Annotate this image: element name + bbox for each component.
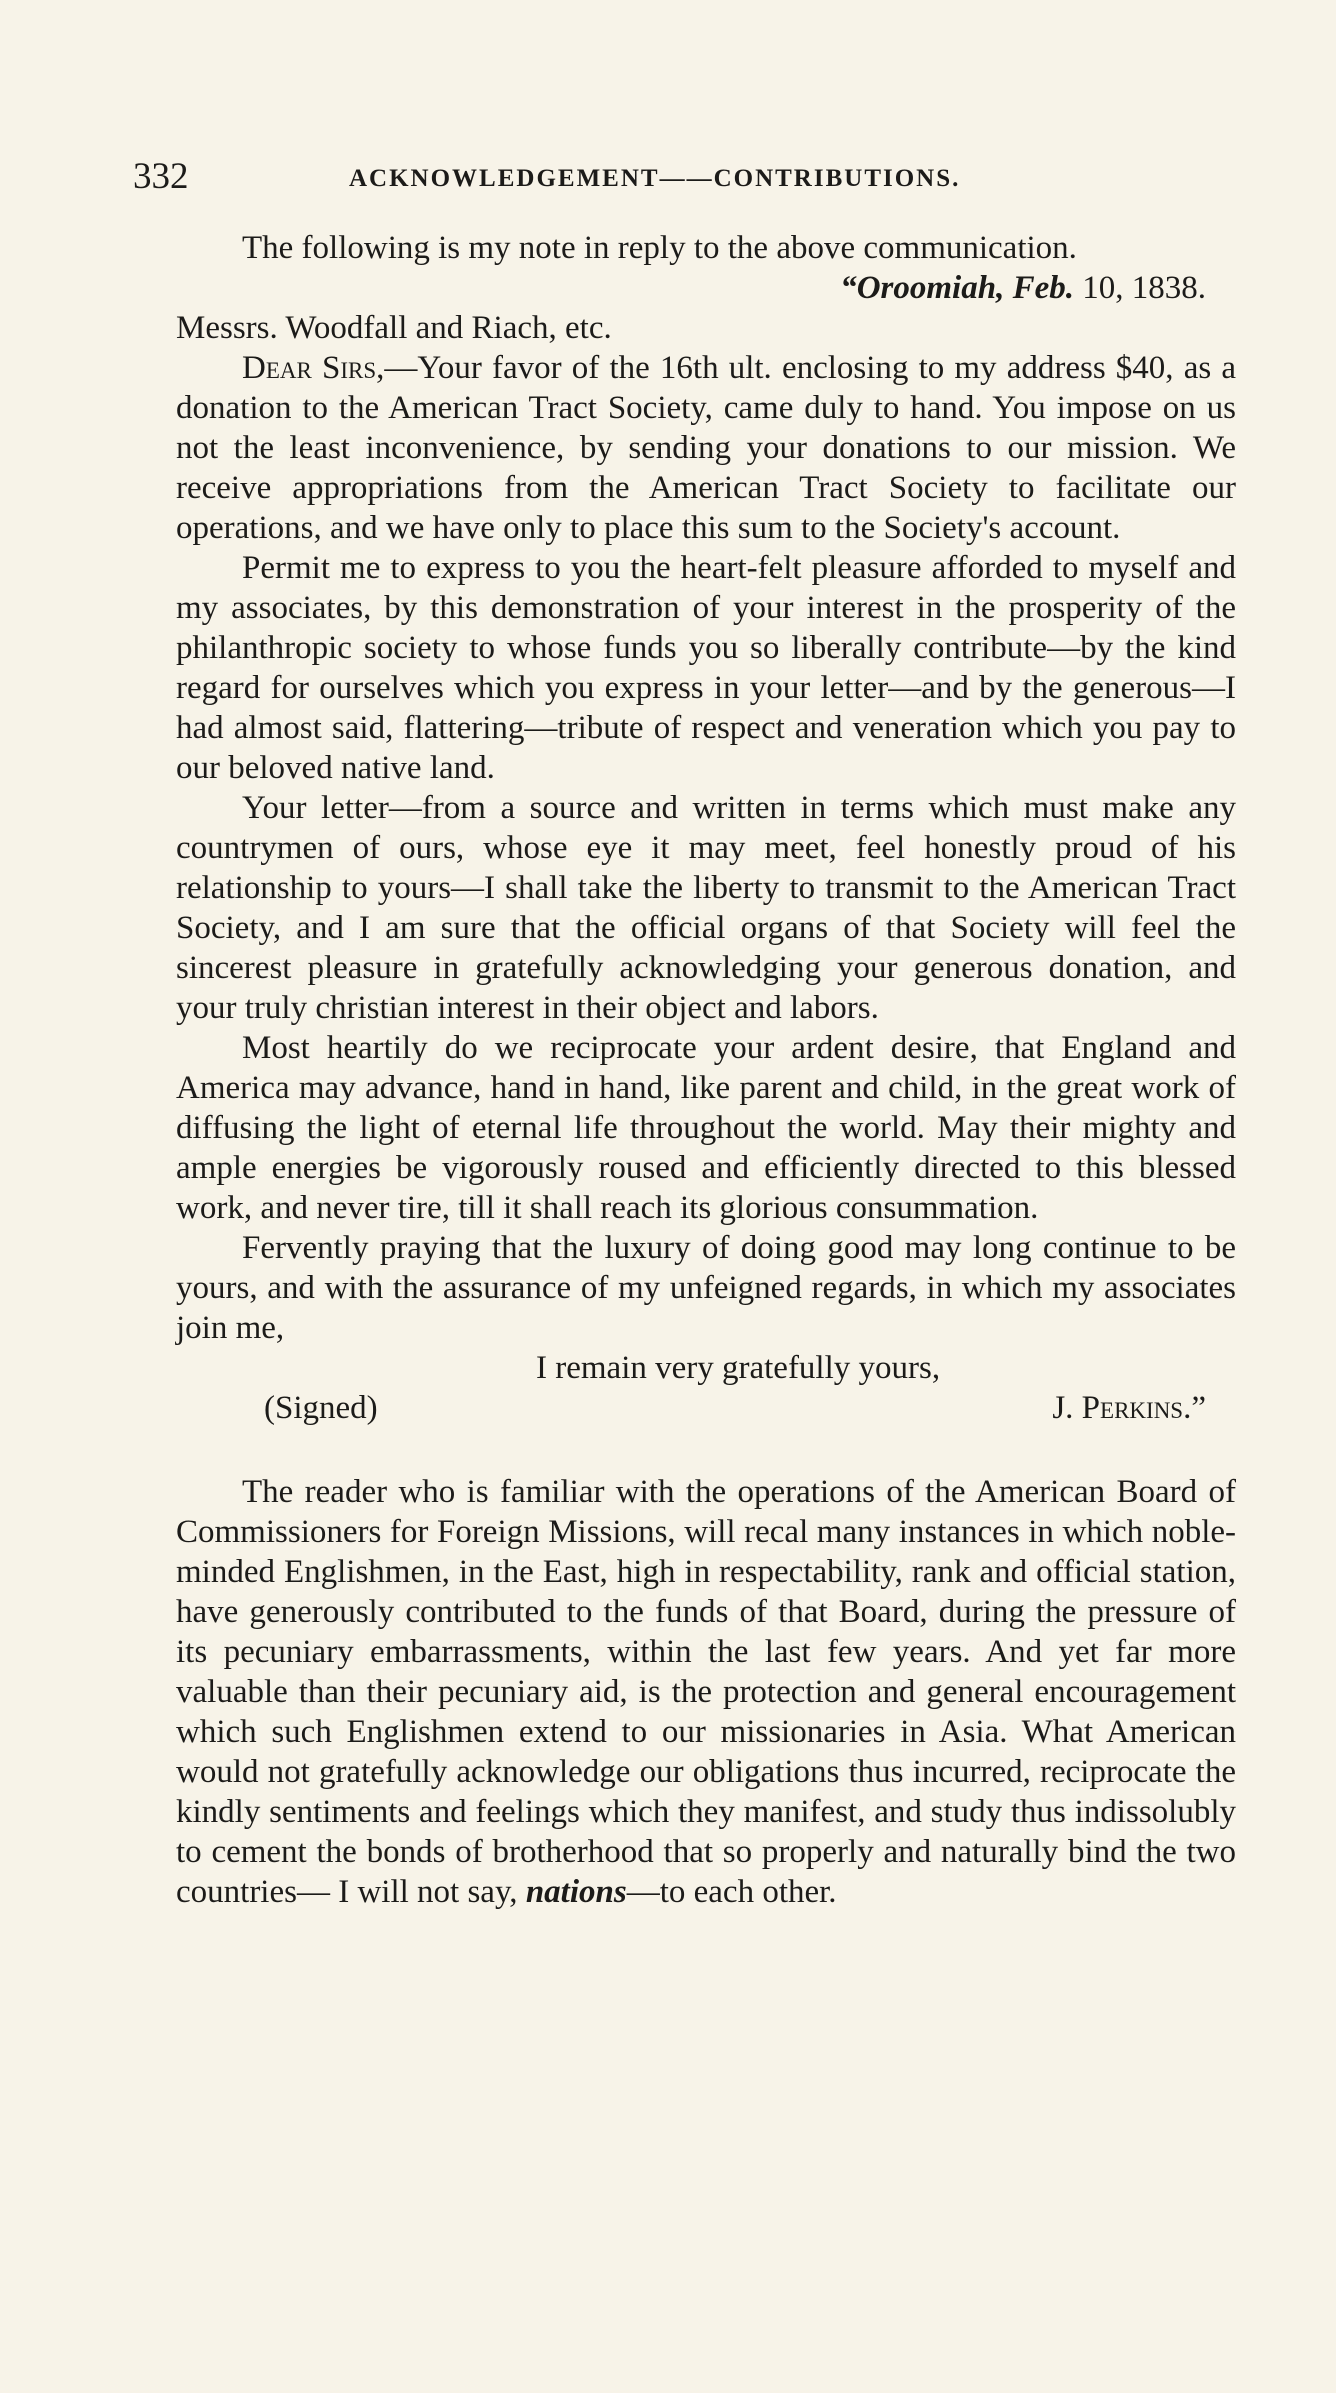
letter-paragraph-2: Permit me to express to you the heart-felt pleasure afforded to myself and my associates, by this demonstration of your interest in the prosperity of the philanthropic society to whose funds you so liberally contribute—by the kind regard for ourselves which you express in your letter—and by the generous—I had almost said, flattering—tribute of respect and veneration which you pay to our beloved native land. (176, 550, 1236, 786)
commentary-paragraph (176, 1472, 1236, 1912)
commentary-emphasis: nations (525, 1874, 627, 1910)
letter-paragraph-5: Fervently praying that the luxury of doing good may long continue to be yours, and with the assurance of my unfeigned regards, in which my associates join me, (176, 1230, 1236, 1346)
commentary-text-end: —to each other. (626, 1874, 837, 1910)
letter-paragraph-3: Your letter—from a source and written in terms which must make any countrymen of ours, whose eye it may meet, feel honestly proud of his relationship to yours—I shall take the liberty to transmit to the American Tract Society, and I am sure that the official organs of that Society will feel the sincerest pleasure in gratefully acknowledging your generous donation, and your truly christian interest in their object and labors. (176, 790, 1236, 1026)
letter-paragraph-1 (176, 348, 1236, 548)
letter-place: “Oroomiah, Feb. (840, 270, 1074, 306)
signed-label: (Signed) (264, 1390, 378, 1426)
page-body (176, 228, 1236, 1912)
intro-line: The following is my note in reply to the above communication. (242, 230, 1077, 266)
commentary-text: The reader who is familiar with the operations of the American Board of Commissioners for Foreign Missions, will recal many instances in which noble-minded Englishmen, in the East, high in respectability, rank and official station, have generously contributed to the funds of that Board, during the pressure of its pecuniary embarrassments, within the last few years. And yet far more valuable than their pecuniary aid, is the protection and general encouragement which such Englishmen extend to our missionaries in Asia. What American would not gratefully acknowledge our obligations thus incurred, reciprocate the kindly sentiments and feelings which they manifest, and study thus indissolubly to cement the bonds of brotherhood that so properly and naturally bind the two countries— I will not say, (176, 1474, 1236, 1910)
letter-paragraph-1-text: —Your favor of the 16th ult. enclosing to my address $40, as a donation to the American Tract Society, came duly to hand. You impose on us not the least inconvenience, by sending your donations to our mission. We receive appropriations from the American Tract Society to facilitate our operations, and we have only to place this sum to the Society's account. (176, 350, 1236, 546)
signature-line (176, 1388, 1236, 1428)
letter-salutation: Dear Sirs, (242, 350, 385, 386)
letter-closing: I remain very gratefully yours, (536, 1350, 941, 1386)
page-number: 332 (133, 156, 189, 197)
letter-date: 10, 1838. (1082, 270, 1206, 306)
letter-signer: J. Perkins.” (1052, 1390, 1206, 1426)
letter-dateline (176, 268, 1236, 308)
running-head: ACKNOWLEDGEMENT——CONTRIBUTIONS. (349, 165, 961, 192)
letter-paragraph-4: Most heartily do we reciprocate your ardent desire, that England and America may advance, hand in hand, like parent and child, in the great work of diffusing the light of eternal life throughout the world. May their mighty and ample energies be vigorously roused and efficiently directed to this blessed work, and never tire, till it shall reach its glorious consummation. (176, 1030, 1236, 1226)
section-gap (176, 1428, 1236, 1472)
letter-addressee: Messrs. Woodfall and Riach, etc. (176, 310, 612, 346)
page-header (133, 155, 1223, 205)
